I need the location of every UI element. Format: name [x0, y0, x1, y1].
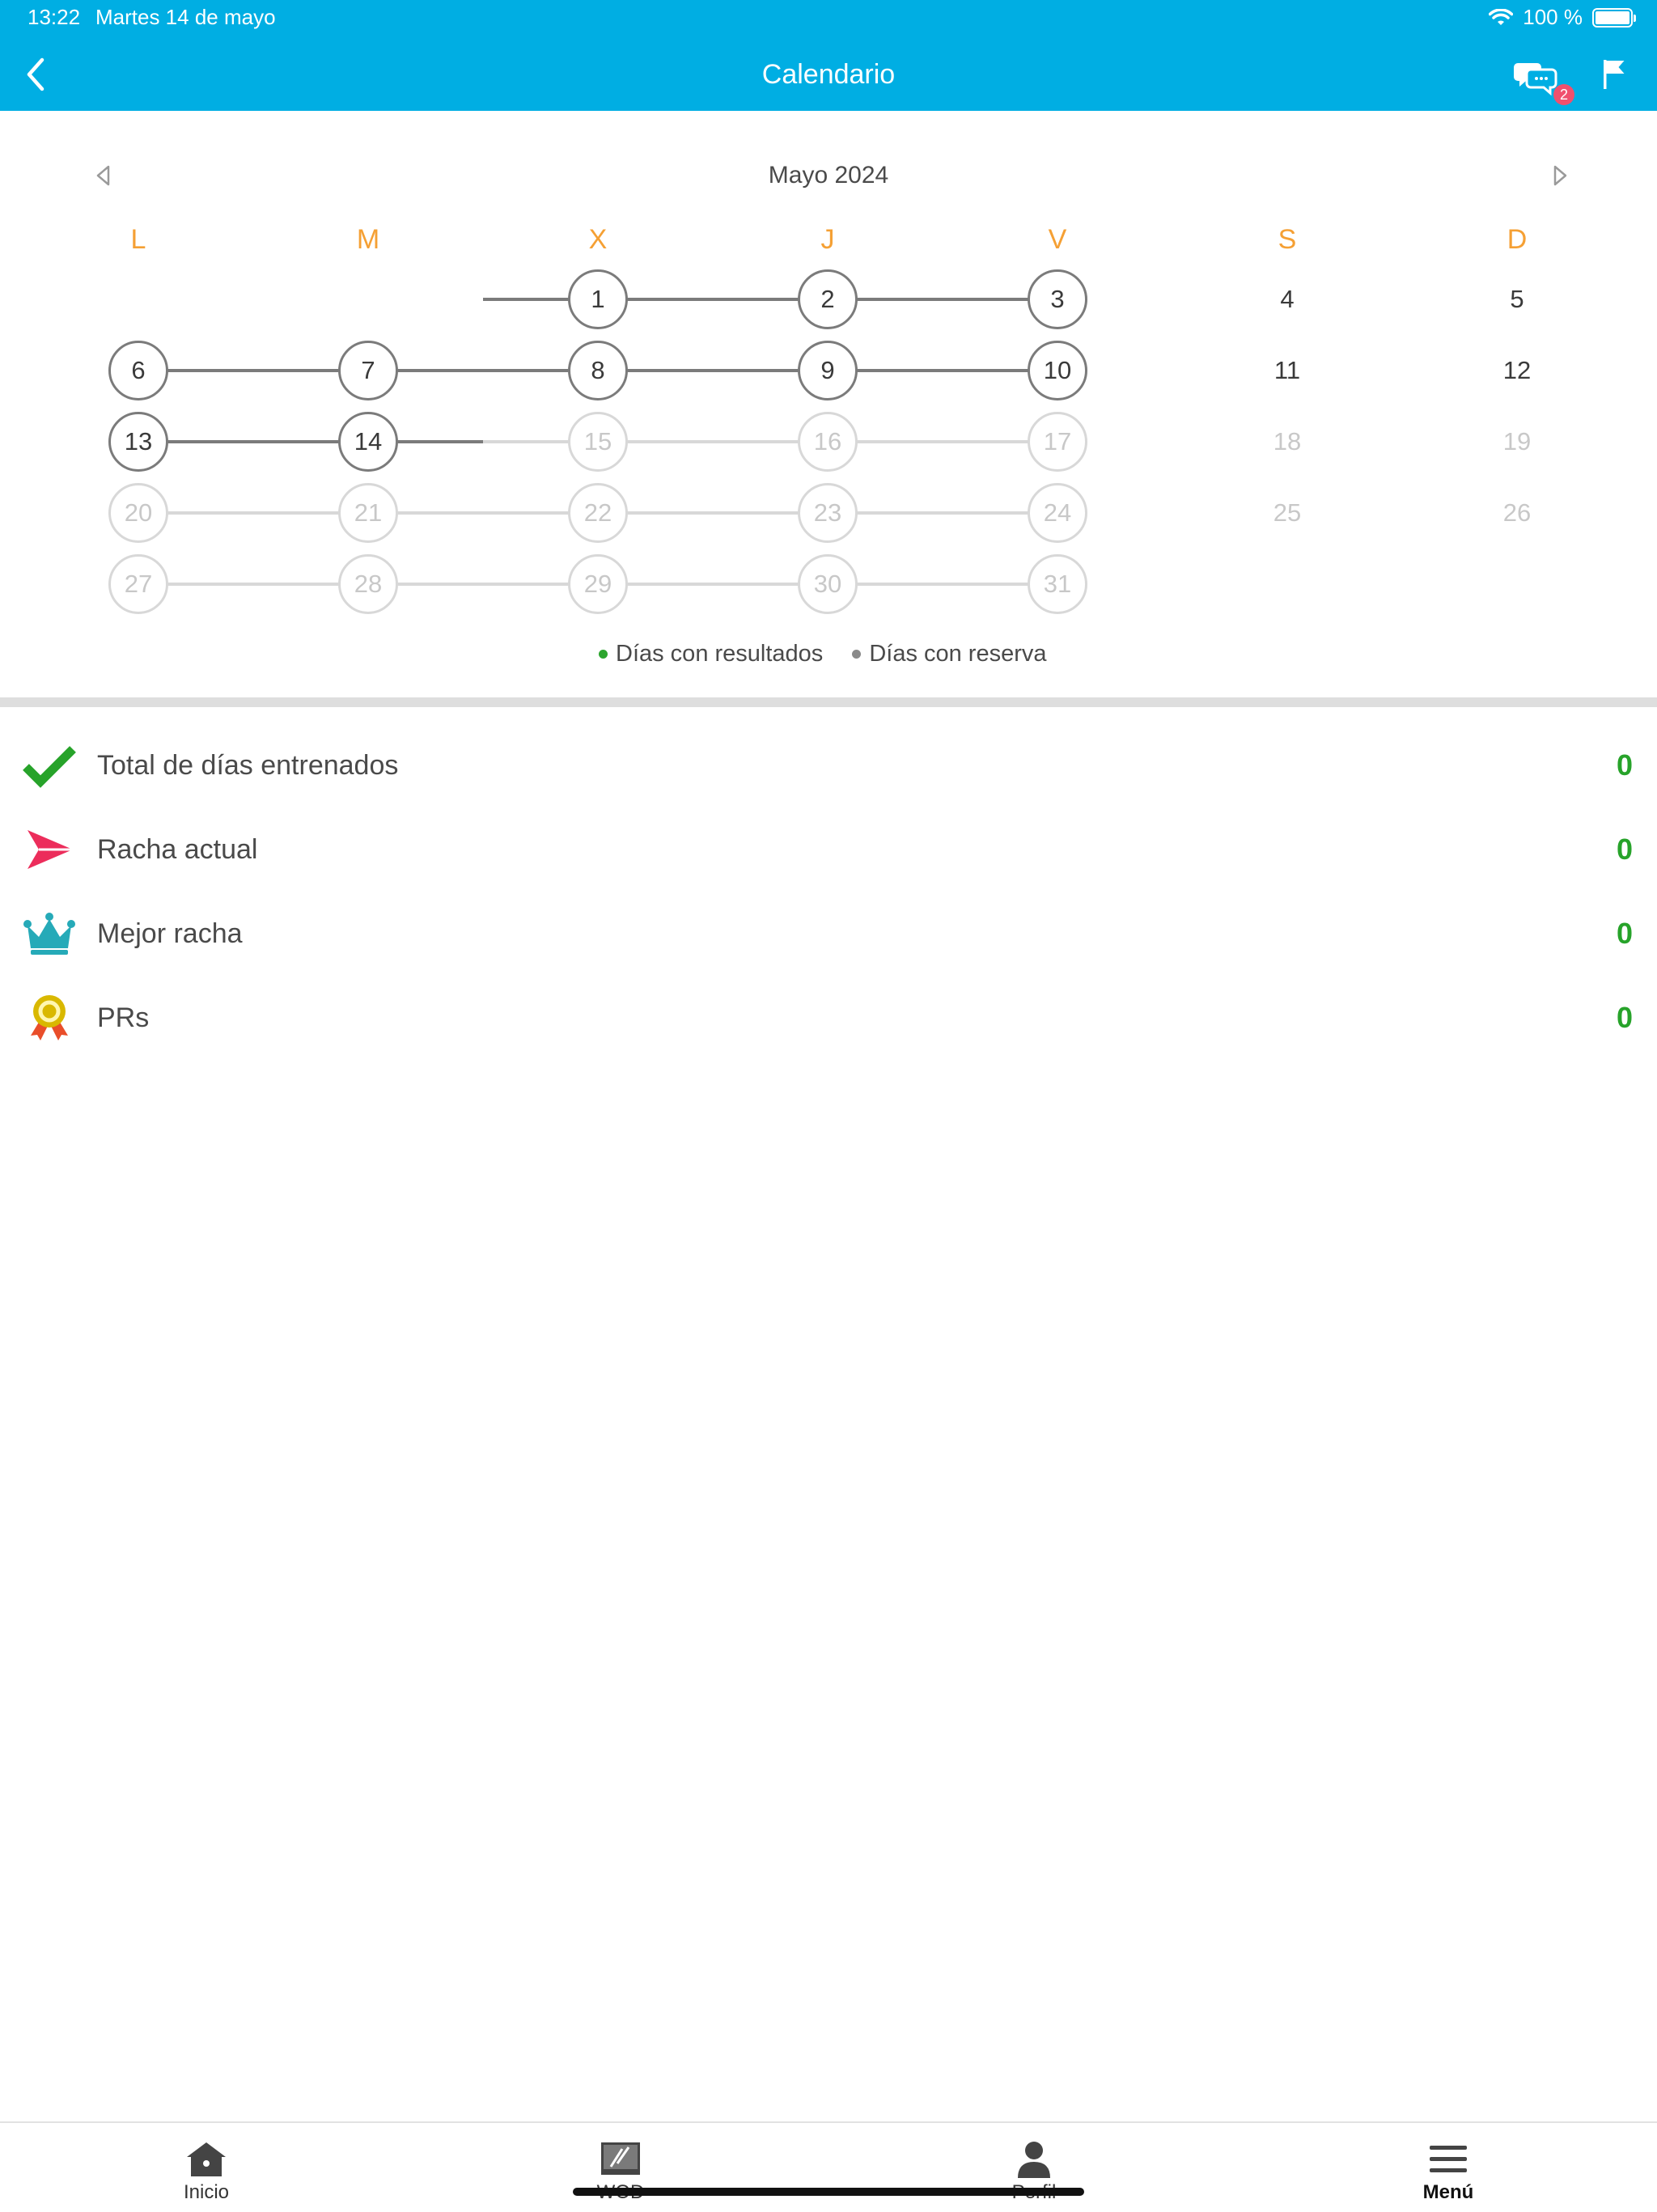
- home-indicator: [573, 2188, 1084, 2196]
- calendar-day[interactable]: 3: [1028, 269, 1087, 329]
- top-bar: [0, 0, 1657, 111]
- tab-bar: [0, 2121, 1657, 2210]
- calendar-day[interactable]: 22: [568, 483, 628, 543]
- calendar-day[interactable]: 21: [338, 483, 398, 543]
- calendar-day[interactable]: 2: [798, 269, 858, 329]
- weekday-label: S: [1278, 224, 1297, 255]
- legend-dot-green: [599, 650, 608, 659]
- calendar-day[interactable]: 10: [1028, 341, 1087, 400]
- profile-icon: [1011, 2139, 1057, 2180]
- stat-label: Total de días entrenados: [97, 750, 399, 781]
- month-title: Mayo 2024: [768, 162, 889, 189]
- tab-label: Inicio: [183, 2181, 230, 2203]
- battery-icon: [1592, 8, 1633, 28]
- calendar-day[interactable]: 30: [798, 554, 858, 614]
- home-icon: [184, 2139, 229, 2180]
- calendar-day[interactable]: 15: [568, 412, 628, 472]
- calendar-day[interactable]: 26: [1487, 483, 1547, 543]
- stat-value: 0: [1616, 917, 1633, 950]
- weekday-label: L: [130, 224, 146, 255]
- calendar-day[interactable]: 4: [1257, 269, 1317, 329]
- check-icon: [23, 739, 76, 791]
- stat-row-best-streak: [0, 901, 1657, 966]
- calendar-day[interactable]: 20: [108, 483, 168, 543]
- page-title: Calendario: [761, 59, 896, 90]
- legend-label: Días con resultados: [616, 641, 824, 667]
- calendar-day[interactable]: 1: [568, 269, 628, 329]
- stat-label: Racha actual: [97, 834, 258, 865]
- section-divider: [0, 697, 1657, 707]
- calendar-day[interactable]: 16: [798, 412, 858, 472]
- crown-icon: [23, 908, 76, 960]
- flag-icon[interactable]: [1599, 57, 1631, 92]
- stat-value: 0: [1616, 833, 1633, 866]
- stat-value: 0: [1616, 748, 1633, 782]
- calendar-day[interactable]: 19: [1487, 412, 1547, 472]
- chat-icon[interactable]: [1513, 57, 1558, 97]
- calendar-day[interactable]: 11: [1257, 341, 1317, 400]
- weekday-label: V: [1048, 224, 1067, 255]
- calendar-day[interactable]: 18: [1257, 412, 1317, 472]
- medal-icon: [23, 992, 76, 1044]
- tab-inicio[interactable]: [85, 2123, 328, 2212]
- calendar-day[interactable]: 24: [1028, 483, 1087, 543]
- previous-month-icon[interactable]: [94, 164, 113, 187]
- calendar-day[interactable]: 6: [108, 341, 168, 400]
- calendar-day[interactable]: 23: [798, 483, 858, 543]
- tab-wod[interactable]: [499, 2123, 742, 2212]
- legend-label: Días con reserva: [869, 641, 1047, 667]
- tab-perfil[interactable]: [913, 2123, 1155, 2212]
- legend-dot-grey: [852, 650, 861, 659]
- stat-value: 0: [1616, 1001, 1633, 1034]
- stat-label: Mejor racha: [97, 918, 243, 949]
- wifi-icon: [1489, 9, 1513, 27]
- legend-item-results: [599, 641, 823, 667]
- status-indicators: [1489, 5, 1633, 30]
- weekday-label: M: [356, 224, 380, 255]
- calendar-day[interactable]: 9: [798, 341, 858, 400]
- stat-row-total-days: [0, 733, 1657, 798]
- calendar-day[interactable]: 13: [108, 412, 168, 472]
- paper-plane-icon: [23, 824, 76, 875]
- calendar-day[interactable]: 31: [1028, 554, 1087, 614]
- calendar-day[interactable]: 14: [338, 412, 398, 472]
- wod-board-icon: [598, 2139, 643, 2180]
- tab-label: Menú: [1422, 2181, 1474, 2203]
- calendar-legend: [599, 641, 1047, 667]
- battery-percent: 100 %: [1523, 5, 1583, 29]
- chat-badge: 2: [1553, 84, 1574, 105]
- status-date: Martes 14 de mayo: [95, 5, 276, 29]
- calendar-day[interactable]: 12: [1487, 341, 1547, 400]
- next-month-icon[interactable]: [1550, 164, 1570, 187]
- calendar-day[interactable]: 7: [338, 341, 398, 400]
- stat-label: PRs: [97, 1002, 150, 1033]
- calendar-day[interactable]: 8: [568, 341, 628, 400]
- legend-item-booking: [852, 641, 1046, 667]
- calendar-day[interactable]: 17: [1028, 412, 1087, 472]
- status-time: 13:22: [28, 5, 81, 29]
- calendar-day[interactable]: 27: [108, 554, 168, 614]
- battery-level: [1596, 11, 1629, 24]
- weekday-label: D: [1507, 224, 1528, 255]
- stat-row-current-streak: [0, 817, 1657, 882]
- calendar-day[interactable]: 5: [1487, 269, 1547, 329]
- stat-row-prs: [0, 985, 1657, 1050]
- calendar-day[interactable]: 28: [338, 554, 398, 614]
- tab-menu[interactable]: [1327, 2123, 1570, 2212]
- calendar-day[interactable]: 29: [568, 554, 628, 614]
- weekday-label: X: [588, 224, 608, 255]
- weekday-label: J: [820, 224, 835, 255]
- menu-icon: [1426, 2139, 1471, 2180]
- calendar-day[interactable]: 25: [1257, 483, 1317, 543]
